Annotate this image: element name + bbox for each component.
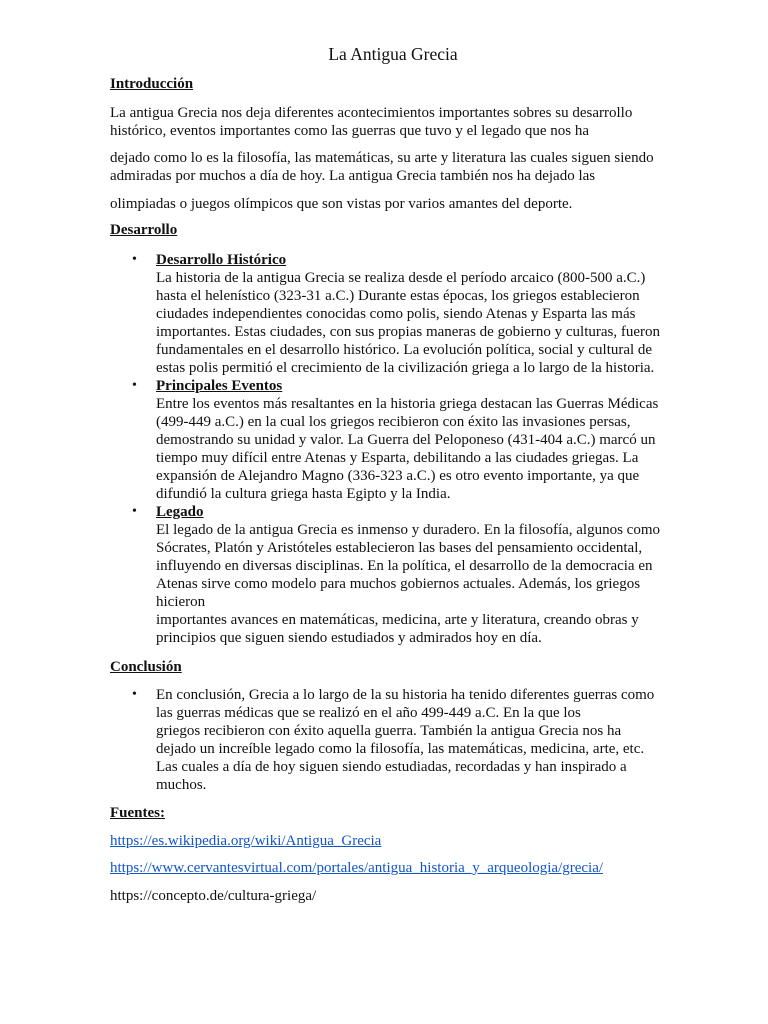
intro-p2-line-1: dejado como lo es la filosofía, las matemáticas, su arte y literatura las cuales siguen siendo (110, 150, 654, 166)
item-line: importantes. Estas ciudades, con sus propias maneras de gobierno y culturas, fueron (156, 324, 661, 340)
item-line: El legado de la antigua Grecia es inmenso y duradero. En la filosofía, algunos como (156, 522, 661, 538)
source-text-concepto: https://concepto.de/cultura-griega/ (110, 888, 317, 904)
intro-p2-line-2: admiradas por muchos a día de hoy. La antigua Grecia también nos ha dejado las (110, 168, 596, 184)
intro-p1-line-2: histórico, eventos importantes como las guerras que tuvo y el legado que nos ha (110, 123, 590, 139)
conclusion-line: griegos recibieron con éxito aquella guerra. También la antigua Grecia nos ha (156, 723, 622, 739)
intro-paragraph-3 (110, 195, 710, 213)
source-link-cervantes[interactable]: https://www.cervantesvirtual.com/portales/antigua_historia_y_arqueologia/grecia/ (110, 860, 604, 876)
item-title-historical: Desarrollo Histórico (156, 252, 287, 268)
bullet-icon: • (132, 378, 137, 393)
bullet-icon: • (132, 252, 137, 267)
item-line: (499-449 a.C.) en la cual los griegos recibieron con éxito las invasiones persas, (156, 414, 631, 430)
document-title: La Antigua Grecia (328, 44, 458, 64)
conclusion-line: dejado un increíble legado como la filosofía, las matemáticas, medicina, arte, etc. (156, 741, 645, 757)
conclusion-line: En conclusión, Grecia a lo largo de la su historia ha tenido diferentes guerras como (156, 687, 655, 703)
item-line: fundamentales en el desarrollo histórico. La evolución política, social y cultural de (156, 342, 653, 358)
conclusion-list (110, 686, 690, 794)
item-line: hicieron (156, 594, 206, 610)
intro-p1-line-1: La antigua Grecia nos deja diferentes acontecimientos importantes sobres su desarrollo (110, 105, 633, 121)
item-line: influyendo en diversas disciplinas. En la política, el desarrollo de la democracia en (156, 558, 653, 574)
list-item-legacy (110, 503, 690, 647)
list-item-historical (110, 251, 690, 377)
intro-paragraph-1 (110, 104, 710, 140)
item-line: expansión de Alejandro Magno (336-323 a.C.) es otro evento importante, ya que (156, 468, 640, 484)
source-link-3-row (110, 888, 316, 905)
item-line: Entre los eventos más resaltantes en la historia griega destacan las Guerras Médicas (156, 396, 659, 412)
development-list (110, 251, 690, 647)
sources-heading: Fuentes: (110, 805, 165, 821)
list-item-conclusion (110, 686, 690, 794)
item-line: demostrando su unidad y valor. La Guerra del Peloponeso (431-404 a.C.) marcó un (156, 432, 656, 448)
source-link-wikipedia[interactable]: https://es.wikipedia.org/wiki/Antigua_Grecia (110, 833, 382, 849)
item-line: difundió la cultura griega hasta Egipto y la India. (156, 486, 451, 502)
bullet-icon: • (132, 687, 137, 702)
item-title-events: Principales Eventos (156, 378, 283, 394)
item-title-legacy: Legado (156, 504, 204, 520)
item-line: Atenas sirve como modelo para muchos gobiernos actuales. Además, los griegos (156, 576, 641, 592)
source-link-1-row (110, 833, 381, 850)
item-line: estas polis permitió el crecimiento de la civilización griega a lo largo de la historia. (156, 360, 655, 376)
conclusion-line: las guerras médicas que se realizó en el año 499-449 a.C. En la que los (156, 705, 581, 721)
item-line: hasta el helenístico (323-31 a.C.) Durante estas épocas, los griegos establecieron (156, 288, 640, 304)
item-line: principios que siguen siendo estudiados y admirados hoy en día. (156, 630, 542, 646)
intro-paragraph-2 (110, 149, 710, 185)
item-line: importantes avances en matemáticas, medicina, arte y literatura, creando obras y (156, 612, 639, 628)
conclusion-heading: Conclusión (110, 659, 182, 675)
development-heading: Desarrollo (110, 222, 178, 238)
conclusion-line: muchos. (156, 777, 207, 793)
item-line: La historia de la antigua Grecia se realiza desde el período arcaico (800-500 a.C.) (156, 270, 646, 286)
item-line: tiempo muy difícil entre Atenas y Esparta, debilitando a las ciudades griegas. La (156, 450, 639, 466)
item-line: ciudades independientes conocidas como polis, siendo Atenas y Esparta las más (156, 306, 636, 322)
conclusion-line: Las cuales a día de hoy siguen siendo estudiadas, recordadas y han inspirado a (156, 759, 627, 775)
intro-heading: Introducción (110, 76, 194, 92)
intro-p3-line-1: olimpiadas o juegos olímpicos que son vistas por varios amantes del deporte. (110, 196, 573, 212)
source-link-2-row (110, 860, 603, 877)
bullet-icon: • (132, 504, 137, 519)
list-item-events (110, 377, 690, 503)
item-line: Sócrates, Platón y Aristóteles establecieron las bases del pensamiento occidental, (156, 540, 643, 556)
